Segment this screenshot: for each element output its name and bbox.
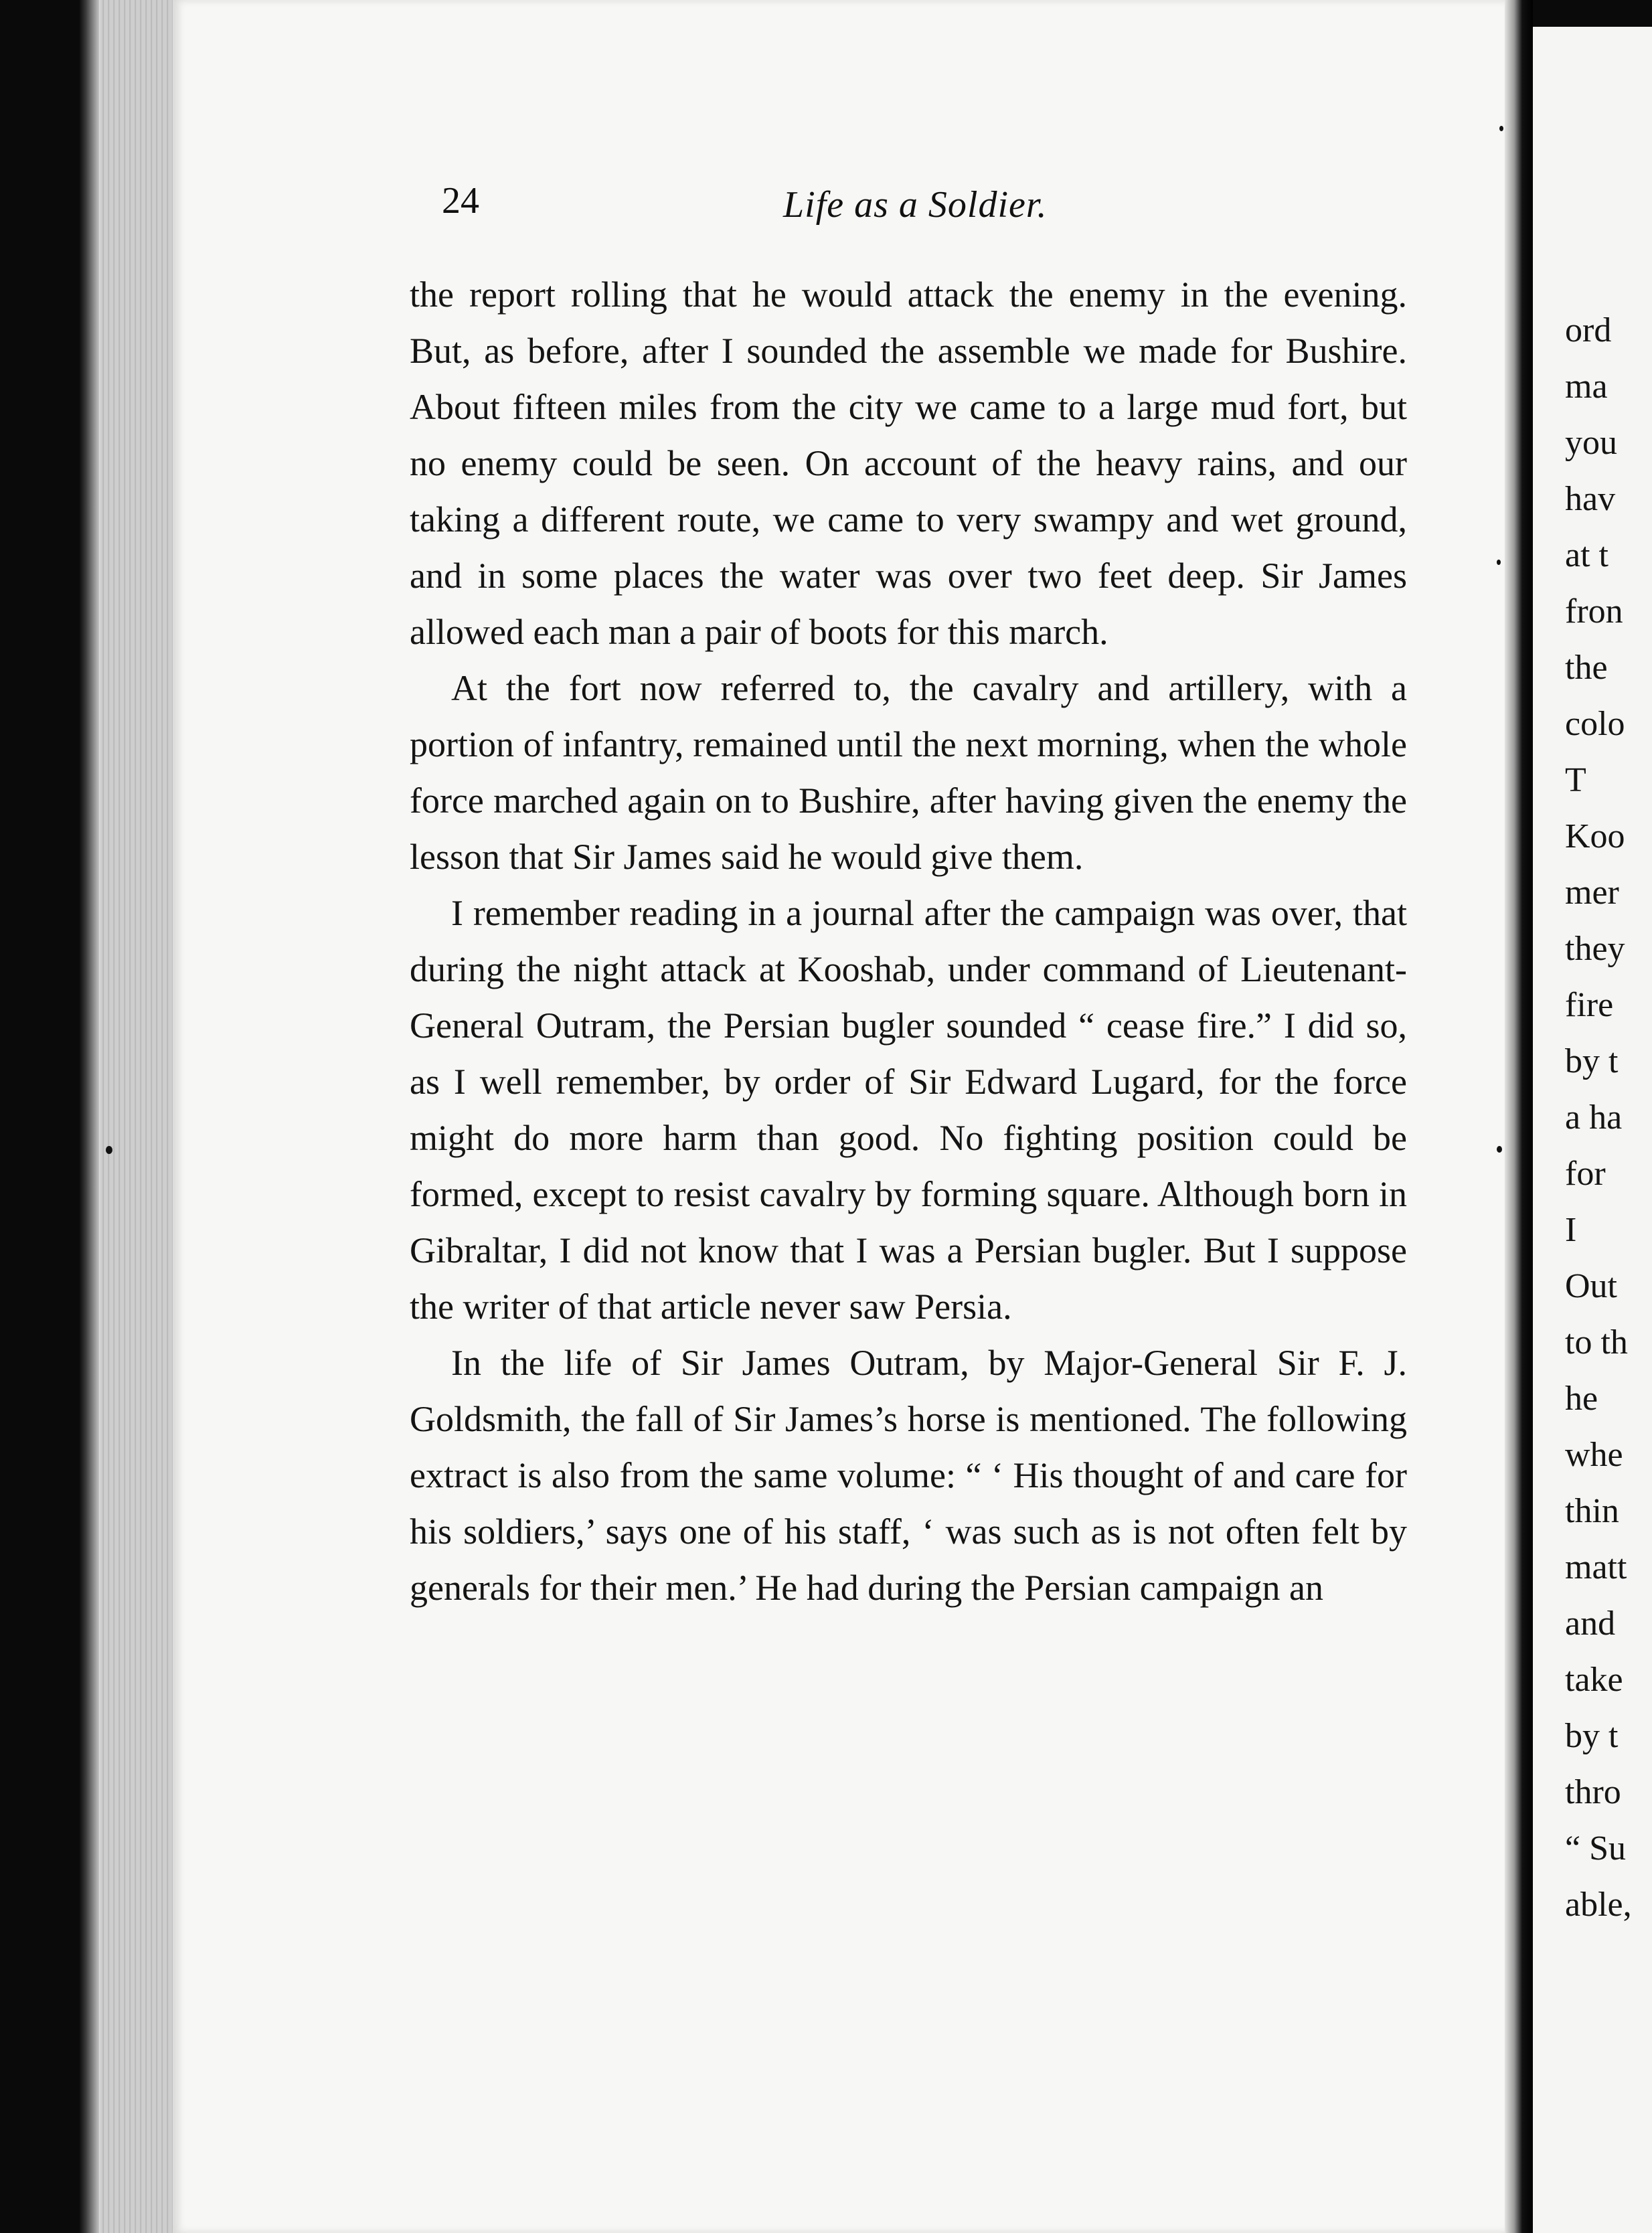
fragment-line: ma: [1565, 367, 1608, 406]
fragment-line: Out: [1565, 1267, 1617, 1305]
fragment-line: by t: [1565, 1717, 1619, 1755]
fragment-line: you: [1565, 424, 1617, 462]
fragment-line: they: [1565, 930, 1625, 968]
running-head: Life as a Soldier.: [783, 184, 1048, 226]
scan-speck: [1497, 560, 1501, 565]
fragment-line: ord: [1565, 311, 1612, 349]
page-gutter: [1505, 0, 1533, 2233]
paragraph: In the life of Sir James Outram, by Major-General Sir F. J. Goldsmith, the fall of Sir James’s horse is mentioned. The following extract is also from the same volume: “ ‘ His thought of and care for his soldiers,’ says one of his staff, ‘ was such as is not often felt by generals for their men.’ He had during the Persian campaign an: [410, 1343, 1407, 1608]
fragment-line: take: [1565, 1661, 1623, 1699]
paragraph: the report rolling that he would attack the enemy in the evening. But, as before, after I sounded the assemble we made for Bushire. About fifteen miles from the city we came to a large mud fort, but no enemy could be seen. On account of the heavy rains, and our taking a different route, we came to very swampy and wet ground, and in some places the water was over two feet deep. Sir James allowed each man a pair of boots for this march.: [410, 274, 1407, 652]
fragment-line: fron: [1565, 592, 1623, 631]
fragment-line: at t: [1565, 536, 1608, 574]
fragment-line: thro: [1565, 1773, 1621, 1811]
fragment-line: I: [1565, 1211, 1577, 1249]
fragment-line: by t: [1565, 1042, 1619, 1080]
fragment-line: a ha: [1565, 1098, 1623, 1137]
fragment-line: matt: [1565, 1548, 1627, 1586]
fragment-line: colo: [1565, 705, 1625, 743]
fragment-line: for: [1565, 1155, 1606, 1193]
page-body: [410, 266, 1407, 1616]
fragment-line: he: [1565, 1380, 1598, 1418]
fragment-line: fire: [1565, 986, 1614, 1024]
paragraph: At the fort now referred to, the cavalry and artillery, with a portion of infantry, remained until the next morning, when the whole force marched again on to Bushire, after having given the enemy the lesson that Sir James said he would give them.: [410, 668, 1407, 877]
fragment-line: and: [1565, 1604, 1616, 1643]
scan-speck: [1497, 1146, 1502, 1153]
fragment-line: thin: [1565, 1492, 1619, 1530]
scan-speck: [1499, 126, 1503, 131]
fragment-line: whe: [1565, 1436, 1623, 1474]
fragment-line: hav: [1565, 480, 1616, 518]
fragment-line: mer: [1565, 874, 1619, 912]
fragment-line: Koo: [1565, 817, 1625, 855]
page-header: [442, 179, 1412, 240]
paragraph: I remember reading in a journal after the campaign was over, that during the night attack at Kooshab, under command of Lieutenant-General Outram, the Persian bugler sounded “ cease fire.” I did so, as I well remember, by order of Sir Edward Lugard, for the force might do more harm than good. No fighting position could be formed, except to resist cavalry by forming square. Although born in Gibraltar, I did not know that I was a Persian bugler. But I suppose the writer of that article never saw Persia.: [410, 893, 1407, 1327]
fragment-line: “ Su: [1565, 1829, 1626, 1868]
scan-speck: [106, 1146, 112, 1154]
book-binding: [0, 0, 100, 2233]
fragment-line: able,: [1565, 1886, 1632, 1924]
right-page-text: [1565, 303, 1652, 1933]
fragment-line: the: [1565, 649, 1608, 687]
fragment-line: to th: [1565, 1323, 1628, 1361]
page-edges: [99, 0, 173, 2233]
page-number: 24: [442, 180, 479, 222]
fragment-line: T: [1565, 761, 1586, 799]
